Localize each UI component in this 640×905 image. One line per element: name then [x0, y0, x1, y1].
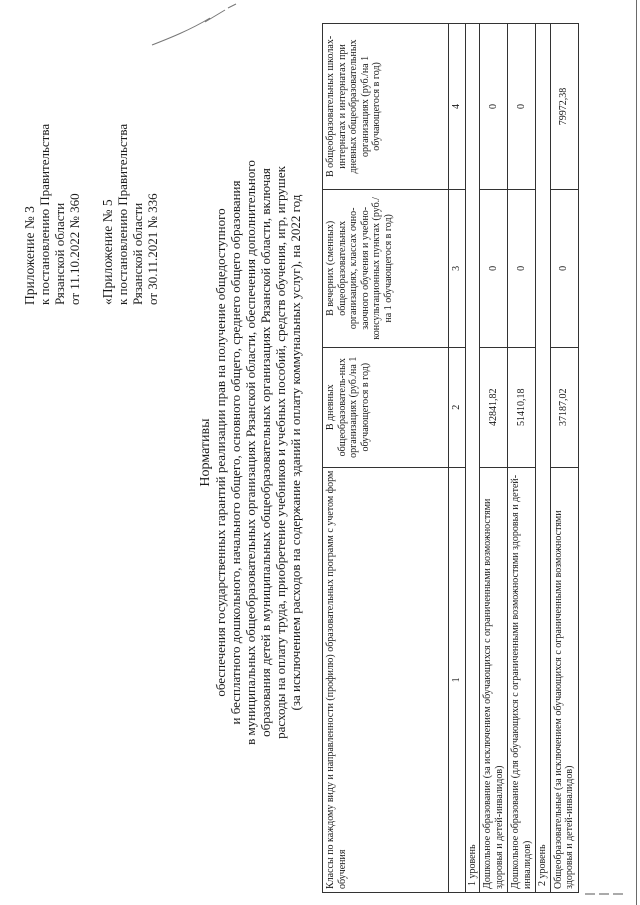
appendix-current-title: Приложение № 3 [22, 206, 37, 305]
document-title-line: и бесплатного дошкольного, начального общего, основного общего, среднего общего образования [228, 180, 243, 725]
document-title-line: обеспечения государственных гарантий реализации прав на получение общедоступного [213, 208, 228, 697]
appendix-previous-line1: к постановлению Правительства [115, 123, 130, 305]
value-day-schools: 37187,02 [550, 347, 578, 467]
appendix-previous-title: «Приложение № 5 [100, 199, 115, 305]
row-label: Дошкольное образование (за исключением обучающихся с ограниченными возможностями здоровья и детей-инвалидов) [480, 467, 508, 892]
document-heading: Нормативы [198, 418, 213, 487]
normatives-table [322, 23, 579, 893]
row-label: Общеобразовательные (за исключением обучающихся с ограниченными возможностями здоровья и детей-инвалидов) [550, 467, 578, 892]
document-title-line: (за исключением расходов на содержание зданий и оплату коммунальных услуг), на 2022 год [288, 194, 303, 711]
column-number: 2 [449, 347, 466, 467]
appendix-previous-block [100, 124, 160, 305]
level-row [536, 24, 551, 893]
document-title-line: образования детей в муниципальных общеобразовательных организациях Рязанской области, включая [258, 168, 273, 737]
document-title-line: расходы на оплату труда, приобретение учебников и учебных пособий, средств обучения, игр, игрушек [273, 166, 288, 739]
value-evening-schools: 0 [480, 189, 508, 347]
column-number: 3 [449, 189, 466, 347]
row-label: Дошкольное образование (для обучающихся с ограниченными возможностями здоровья и детей-инвалидов) [508, 467, 536, 892]
value-boarding-schools: 0 [480, 24, 508, 190]
appendix-current-line2: Рязанской области [52, 202, 67, 305]
table-row [480, 24, 508, 893]
header-cell-category: Классы по каждому виду и направленности (профилю) образовательных программ с учетом форм обучения [323, 467, 449, 892]
header-cell-boarding-schools: В общеобразовательных школах-интернатах и интернатах при дневных общеобразовательных организациях (руб./на 1 обучающегося в год) [323, 24, 449, 190]
level-label: 1 уровень [465, 24, 480, 893]
value-day-schools: 51410,18 [508, 347, 536, 467]
value-boarding-schools: 79972,38 [550, 24, 578, 190]
column-number-row [449, 24, 466, 893]
level-row [465, 24, 480, 893]
value-day-schools: 42841,82 [480, 347, 508, 467]
value-evening-schools: 0 [508, 189, 536, 347]
level-label: 2 уровень [536, 24, 551, 893]
table-row [550, 24, 578, 893]
document-title-block [198, 0, 303, 905]
document-title-line: в муниципальных общеобразовательных организациях Рязанской области, обеспечения дополнительного [243, 160, 258, 745]
table-row [508, 24, 536, 893]
appendix-current-line3: от 11.10.2022 № 360 [67, 193, 82, 305]
column-number: 4 [449, 24, 466, 190]
header-cell-evening-schools: В вечерних (сменных) общеобразовательных организациях, классах очно-заочного обучения и учебно-консультационных пунктах (руб./на 1 обучающегося в год) [323, 189, 449, 347]
appendix-previous-line2: Рязанской области [130, 202, 145, 305]
table-header-row [323, 24, 449, 893]
header-cell-day-schools: В дневных общеобразователь-ных организациях (руб./на 1 обучающегося в год) [323, 347, 449, 467]
value-evening-schools: 0 [550, 189, 578, 347]
column-number: 1 [449, 467, 466, 892]
appendix-current-line1: к постановлению Правительства [37, 123, 52, 305]
appendix-current-block [22, 124, 82, 305]
value-boarding-schools: 0 [508, 24, 536, 190]
appendix-previous-line3: от 30.11.2021 № 336 [145, 193, 160, 305]
